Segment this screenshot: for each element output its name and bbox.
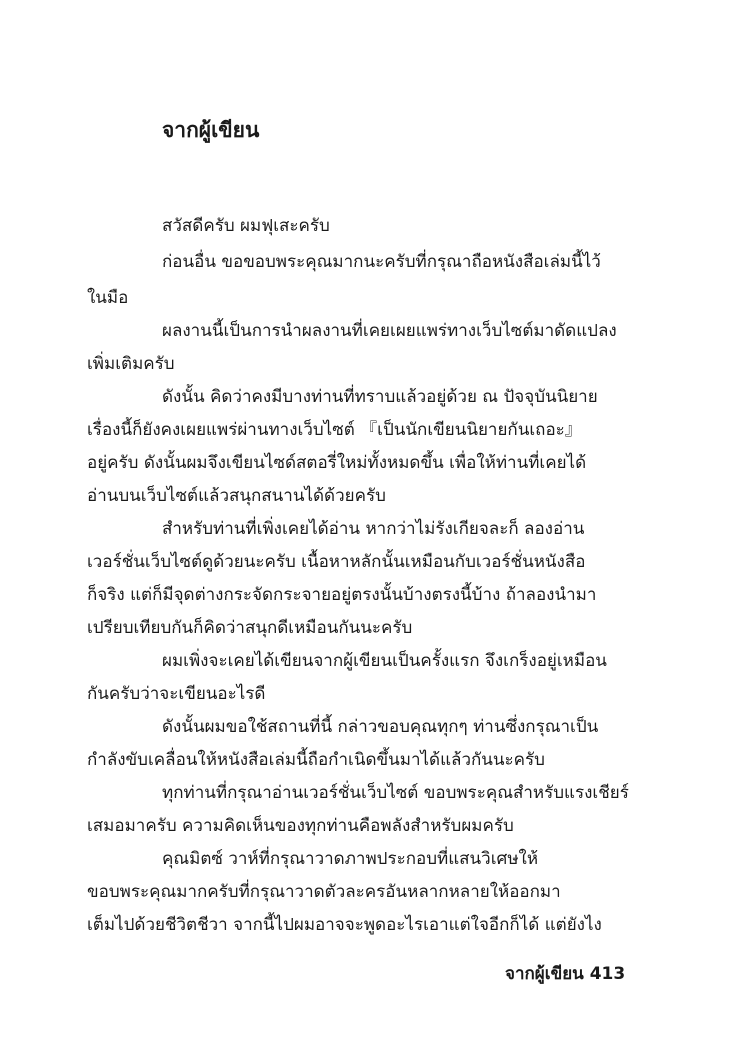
text-line: คุณมิตซ์ วาห์ที่กรุณาวาดภาพประกอบที่แสนวิเศษให้ (162, 849, 539, 869)
text-line: เปรียบเทียบกันก็คิดว่าสนุกดีเหมือนกันนะครับ (87, 618, 413, 638)
text-line: ขอบพระคุณมากครับที่กรุณาวาดตัวละครอันหลากหลายให้ออกมา (87, 882, 561, 902)
text-line: สำหรับท่านที่เพิ่งเคยได้อ่าน หากว่าไม่รังเกียจละก็ ลองอ่าน (162, 519, 585, 539)
text-line: สวัสดีครับ ผมฟุเสะครับ (162, 216, 330, 236)
text-line: เรื่องนี้ก็ยังคงเผยแพร่ผ่านทางเว็บไซต์ 『เป็นนักเขียนนิยายกันเถอะ』 (87, 420, 582, 440)
text-line: ในมือ (87, 288, 129, 308)
text-line: ดังนั้น คิดว่าคงมีบางท่านที่ทราบแล้วอยู่ด้วย ณ ปัจจุบันนิยาย (162, 387, 598, 407)
text-line: เพิ่มเติมครับ (87, 354, 175, 374)
text-line: ดังนั้นผมขอใช้สถานที่นี้ กล่าวขอบคุณทุกๆ ท่านซึ่งกรุณาเป็น (162, 717, 599, 737)
text-line: เวอร์ชั่นเว็บไซต์ดูด้วยนะครับ เนื้อหาหลักนั้นเหมือนกับเวอร์ชั่นหนังสือ (87, 552, 586, 572)
text-line: ก่อนอื่น ขอขอบพระคุณมากนะครับที่กรุณาถือหนังสือเล่มนี้ไว้ (162, 252, 601, 272)
page-footer: จากผู้เขียน 413 (505, 964, 626, 984)
text-line: เสมอมาครับ ความคิดเห็นของทุกท่านคือพลังสำหรับผมครับ (87, 816, 514, 836)
page-title: จากผู้เขียน (162, 118, 260, 142)
text-line: เต็มไปด้วยชีวิตชีวา จากนี้ไปผมอาจจะพูดอะไรเอาแต่ใจอีกก็ได้ แต่ยังไง (87, 915, 602, 935)
text-line: ผมเพิ่งจะเคยได้เขียนจากผู้เขียนเป็นครั้งแรก จึงเกร็งอยู่เหมือน (162, 651, 607, 671)
text-line: อ่านบนเว็บไซต์แล้วสนุกสนานได้ด้วยครับ (87, 486, 386, 506)
text-line: กำลังขับเคลื่อนให้หนังสือเล่มนี้ถือกำเนิดขึ้นมาได้แล้วกันนะครับ (87, 750, 545, 770)
text-line: ก็จริง แต่ก็มีจุดต่างกระจัดกระจายอยู่ตรงนั้นบ้างตรงนี้บ้าง ถ้าลองนำมา (87, 585, 597, 605)
text-line: กันครับว่าจะเขียนอะไรดี (87, 684, 266, 704)
text-line: ทุกท่านที่กรุณาอ่านเวอร์ชั่นเว็บไซต์ ขอบพระคุณสำหรับแรงเชียร์ (162, 783, 629, 803)
text-line: อยู่ครับ ดังนั้นผมจึงเขียนไซด์สตอรี่ใหม่ทั้งหมดขึ้น เพื่อให้ท่านที่เคยได้ (87, 453, 587, 473)
text-line: ผลงานนี้เป็นการนำผลงานที่เคยเผยแพร่ทางเว็บไซต์มาดัดแปลง (162, 321, 617, 341)
